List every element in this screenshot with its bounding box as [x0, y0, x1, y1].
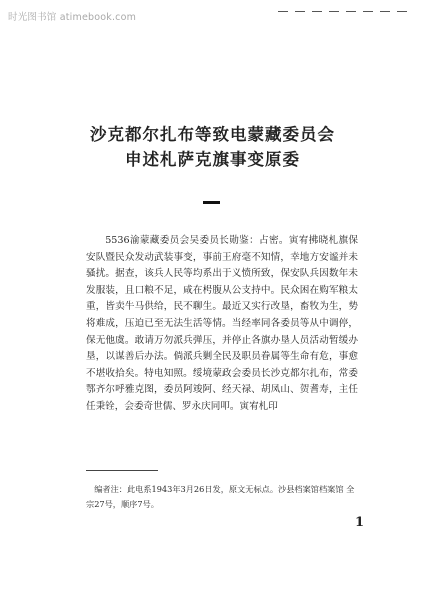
document-title-line-1: 沙克都尔扎布等致电蒙藏委员会 — [90, 125, 335, 144]
telegram-body: 5536渝蒙藏委员会吴委员长勋鉴：占密。寅宥拂晓札旗保安队暨民众发动武装事变，事前王府毫不知情，幸地方安谧并未骚扰。据查，该兵人民等均系出于义愤所致，保安队兵因数年未发服装，且口粮不足，咸在枵腹从公支持中。民众困在购军粮太重，皆卖牛马供给，民不聊生。最近又实行改垦，畜牧为生，势将难成，压迫已至无法生活等情。当经率同各委员等从中调停，保无他虞。敢请万勿派兵弹压，并停止各旗办垦人员活动暂缓办垦，以谋善后办法。倘派兵剿全民及职员眷属等生命有危，事愈不堪收拾矣。特电知照。绥境蒙政会委员长沙克都尔扎布，常委鄂齐尔呼雅克图，委员阿竣阿、经天禄、胡凤山、贺耆寿，主任任秉铨，会委奇世儒、罗永庆同叩。寅宥札印 — [86, 235, 358, 412]
title-separator-mark — [203, 201, 220, 204]
footnote-rule — [86, 470, 158, 471]
document-title-line-2: 申述札萨克旗事变原委 — [125, 150, 300, 169]
watermark: 时光图书馆 atimebook.com — [8, 12, 137, 23]
page-number: 1 — [355, 515, 365, 530]
header-dash-rule — [278, 11, 407, 12]
editor-footnote: 编者注：此电系1943年3月26日发，原文无标点。沙县档案馆档案馆 全宗27号，顺序7号。 — [86, 484, 355, 509]
